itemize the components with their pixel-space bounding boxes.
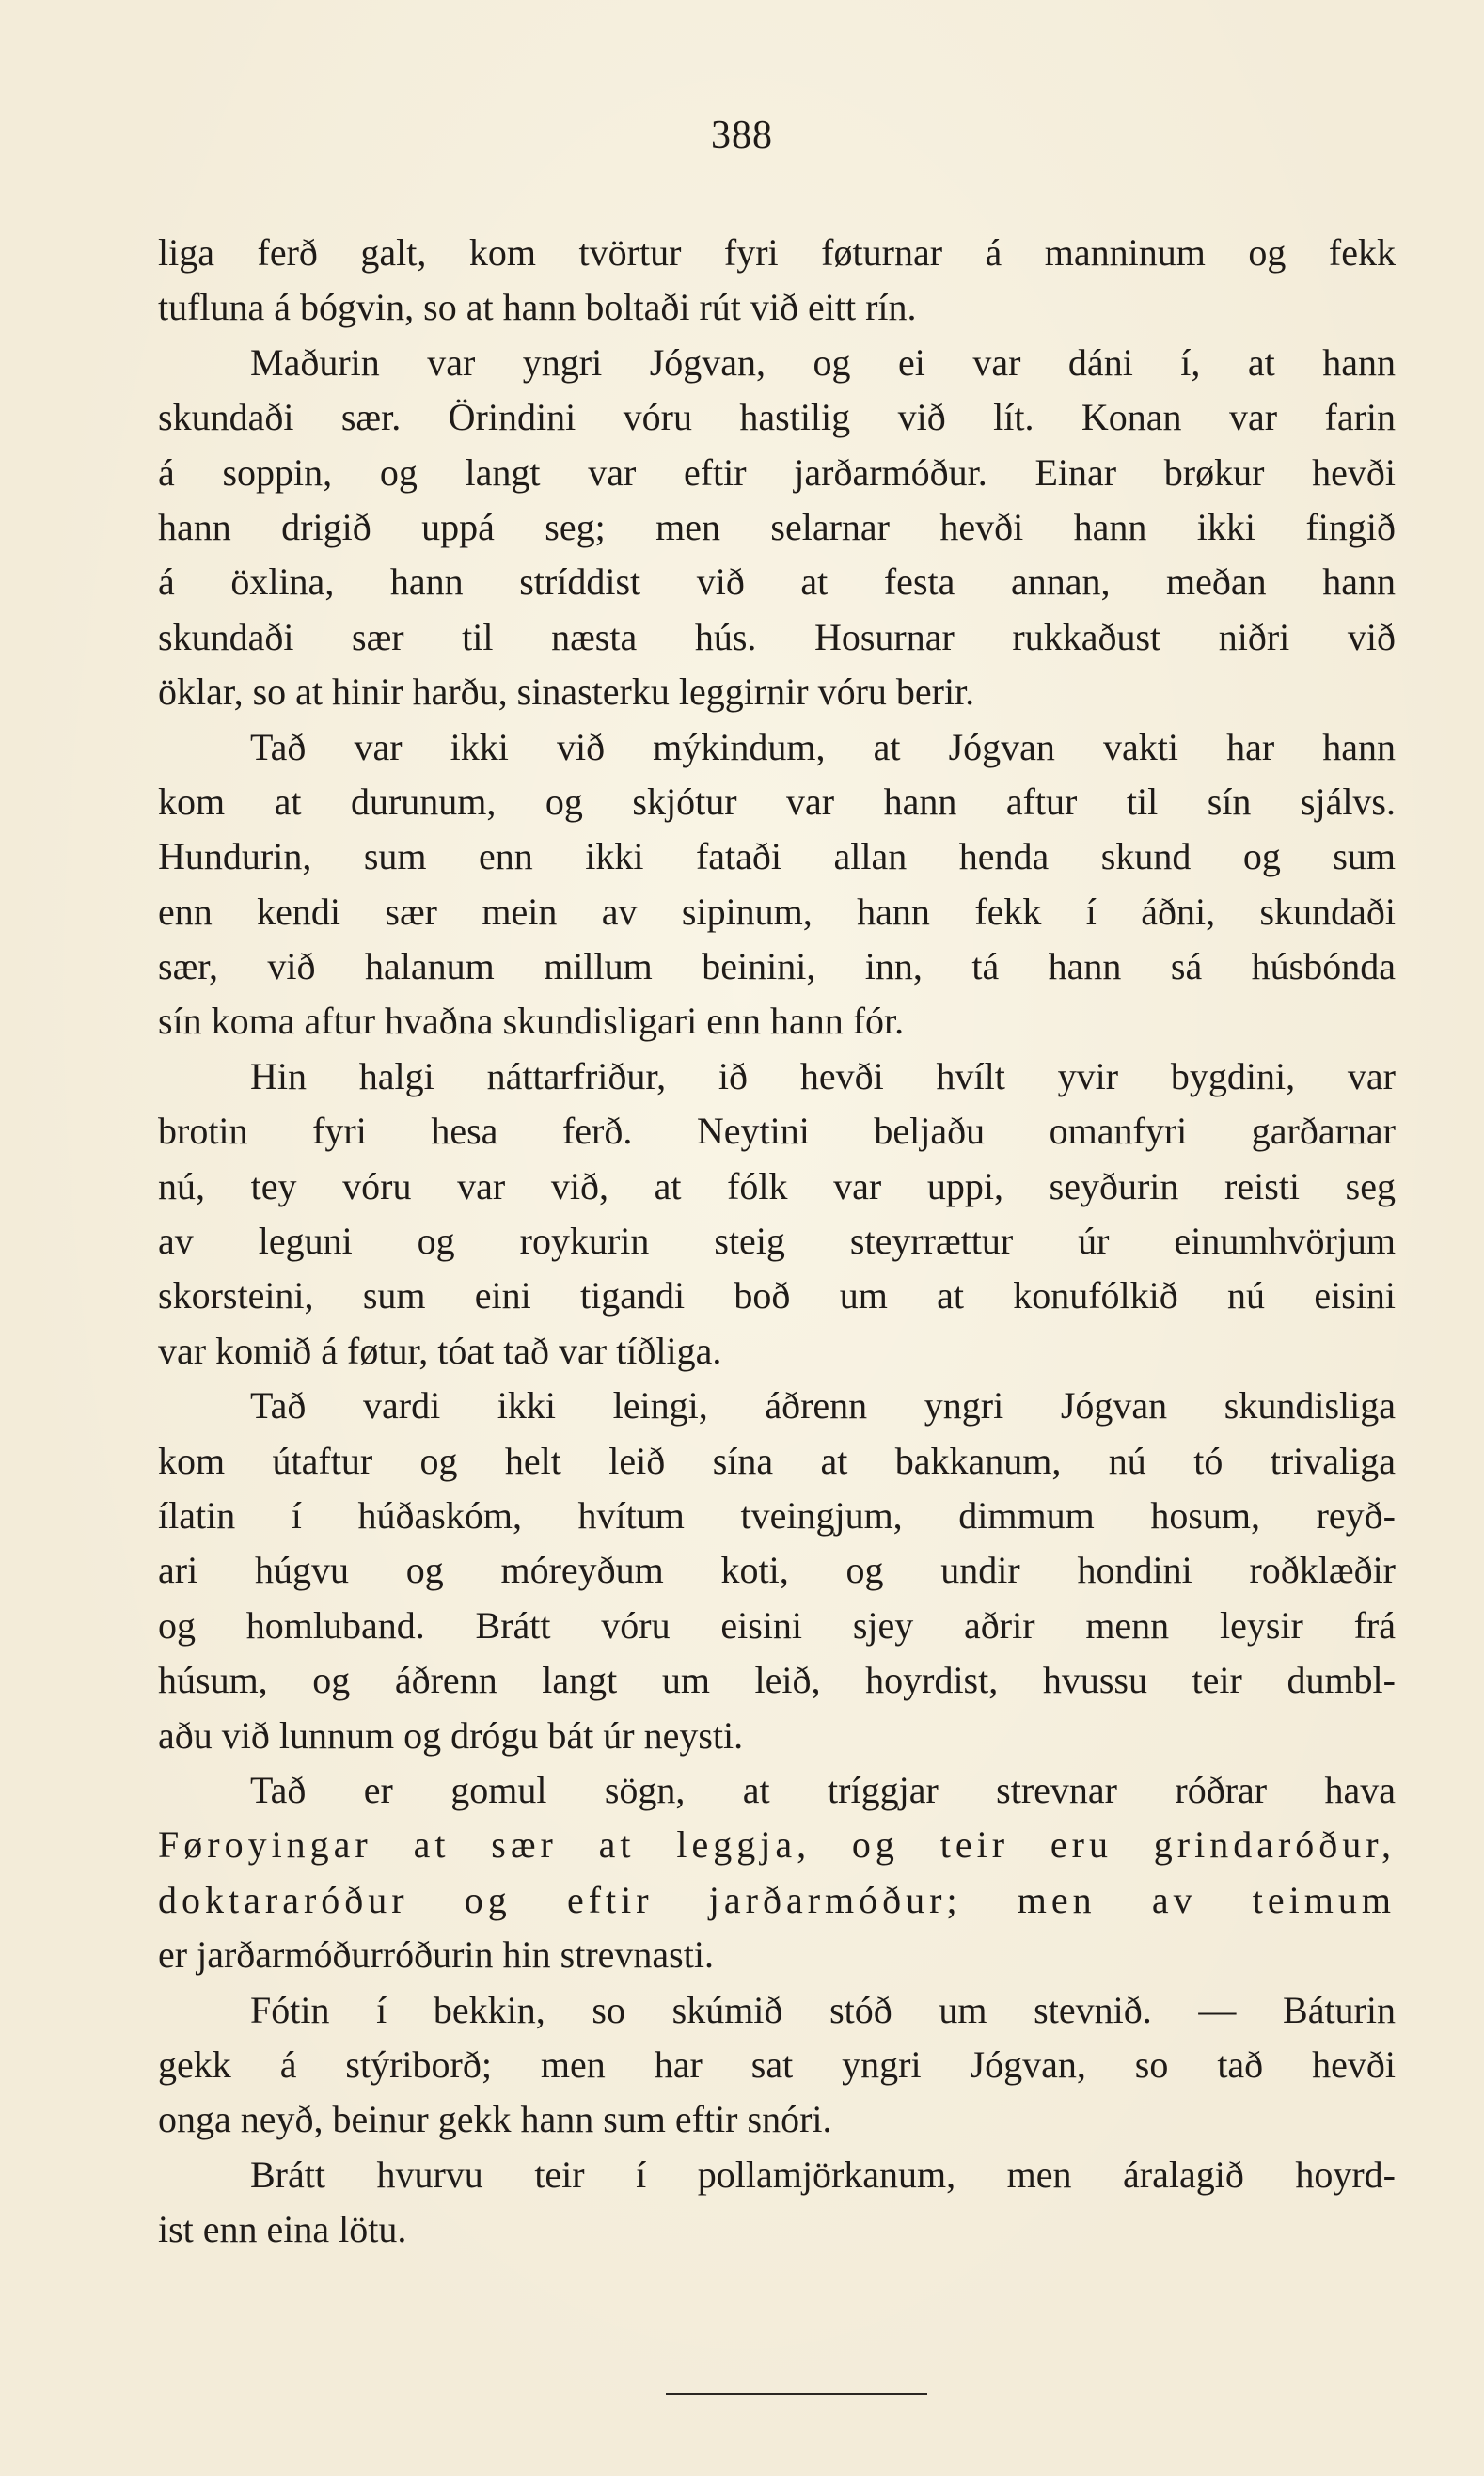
text-line: ílatin í húðaskóm, hvítum tveingjum, dimmum hosum, reyð- [158,1493,1396,1537]
text-line: tufluna á bógvin, so at hann boltaði rút við eitt rín. [158,286,917,329]
text-line: kom útaftur og helt leið sína at bakkanum, nú tó trivaliga [158,1439,1396,1482]
text-line: sín koma aftur hvaðna skundisligari enn hann fór. [158,1000,905,1043]
text-line: sær, við halanum millum beinini, inn, tá hann sá húsbónda [158,945,1396,988]
text-line: Maðurin var yngri Jógvan, og ei var dáni í, at hann [250,340,1396,384]
text-line: aðu við lunnum og drógu bát úr neysti. [158,1713,744,1757]
text-line: ari húgvu og móreyðum koti, og undir hondini roðklæðir [158,1549,1396,1592]
text-line: onga neyð, beinur gekk hann sum eftir snóri. [158,2098,832,2141]
text-line: ist enn eina lötu. [158,2208,407,2251]
text-line: hann drigið uppá seg; men selarnar hevði hann ikki fingið [158,505,1396,548]
text-line: Hin halgi náttarfriður, ið hevði hvílt yvir bygdini, var [250,1054,1396,1097]
text-line: skorsteini, sum eini tigandi boð um at konufólkið nú eisini [158,1274,1396,1317]
text-line: nú, tey vóru var við, at fólk var uppi, seyðurin reisti seg [158,1164,1396,1207]
text-line: húsum, og áðrenn langt um leið, hoyrdist, hvussu teir dumbl- [158,1659,1396,1702]
text-line: er jarðarmóðurróðurin hin strevnasti. [158,1933,714,1977]
text-line: Tað var ikki við mýkindum, at Jógvan vakti har hann [250,725,1396,768]
section-divider [666,2393,927,2395]
text-line: Tað vardi ikki leingi, áðrenn yngri Jógvan skundisliga [250,1384,1396,1427]
text-line: Fótin í bekkin, so skúmið stóð um stevnið. — Báturin [250,1988,1396,2031]
text-line: liga ferð galt, kom tvörtur fyri føturnar á manninum og fekk [158,231,1396,274]
text-line: brotin fyri hesa ferð. Neytini beljaðu omanfyri garðarnar [158,1110,1396,1153]
text-line: á soppin, og langt var eftir jarðarmóður. Einar brøkur hevði [158,450,1396,494]
text-line: Føroyingar at sær at leggja, og teir eru grindaróður, [158,1823,1396,1867]
body-text [158,226,1396,2257]
text-line: skundaði sær. Örindini vóru hastilig við lít. Konan var farin [158,396,1396,439]
text-line: skundaði sær til næsta hús. Hosurnar rukkaðust niðri við [158,615,1396,658]
text-line: Tað er gomul sögn, at tríggjar strevnar róðrar hava [250,1768,1396,1811]
text-line: Brátt hvurvu teir í pollamjörkanum, men áralagið hoyrd- [250,2153,1396,2196]
text-line: enn kendi sær mein av sipinum, hann fekk í áðni, skundaði [158,890,1396,933]
text-line: var komið á føtur, tóat tað var tíðliga. [158,1329,722,1372]
text-line: doktararóður og eftir jarðarmóður; men av teimum [158,1878,1396,1921]
page-number: 388 [711,114,773,157]
text-line: og homluband. Brátt vóru eisini sjey aðrir menn leysir frá [158,1603,1396,1647]
text-line: av leguni og roykurin steig steyrrættur úr einumhvörjum [158,1220,1396,1263]
text-line: kom at durunum, og skjótur var hann aftur til sín sjálvs. [158,780,1396,823]
text-line: Hundurin, sum enn ikki fataði allan henda skund og sum [158,835,1396,878]
text-line: á öxlina, hann stríddist við at festa annan, meðan hann [158,560,1396,604]
text-line: gekk á stýriborð; men har sat yngri Jógvan, so tað hevði [158,2042,1396,2086]
text-line: öklar, so at hinir harðu, sinasterku leggirnir vóru berir. [158,670,975,714]
